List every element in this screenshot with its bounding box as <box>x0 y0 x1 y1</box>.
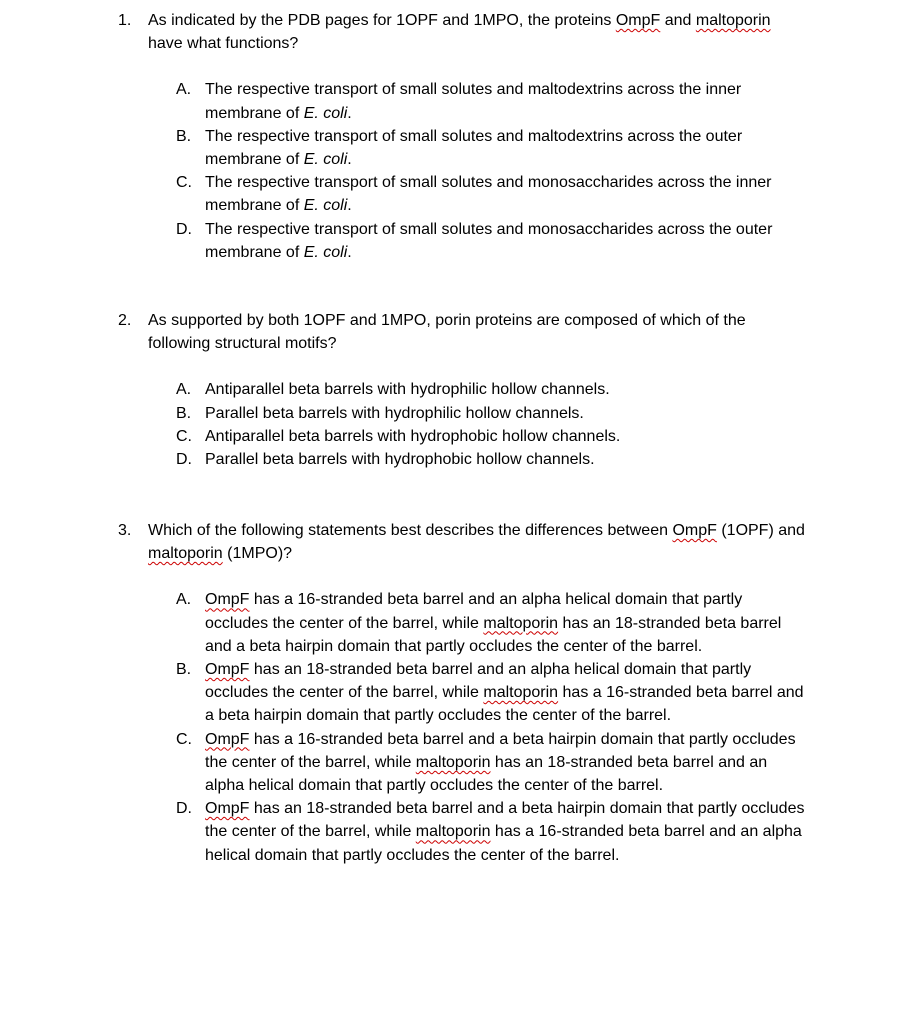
spellcheck-term: maltoporin <box>148 545 223 563</box>
spellcheck-term: OmpF <box>672 522 717 539</box>
option-letter: B. <box>176 404 192 422</box>
question-stem: Which of the following statements best describes the differences between OmpF (1OPF) and maltoporin (1MPO)? <box>148 522 805 563</box>
option-b: B. The respective transport of small solutes and maltodextrins across the outer membrane of E. coli. <box>118 125 805 171</box>
option-letter: D. <box>176 220 192 238</box>
answer-options <box>118 78 808 264</box>
option-b: B. OmpF has an 18-stranded beta barrel and an alpha helical domain that partly occludes the center of the barrel, while maltoporin has a 16-stranded beta barrel and a beta hairpin domain that partly occludes the center of the barrel. <box>118 658 805 728</box>
option-a: A. Antiparallel beta barrels with hydrophilic hollow channels. <box>118 378 805 401</box>
option-b: B. Parallel beta barrels with hydrophilic hollow channels. <box>118 402 805 425</box>
question-stem: As supported by both 1OPF and 1MPO, porin proteins are composed of which of the following structural motifs? <box>148 312 746 353</box>
question-number: 1. <box>118 12 132 29</box>
spellcheck-term: OmpF <box>205 661 250 679</box>
question-2 <box>118 309 808 471</box>
spellcheck-term: maltoporin <box>483 614 559 632</box>
option-letter: C. <box>176 427 192 445</box>
option-c: C. OmpF has a 16-stranded beta barrel and a beta hairpin domain that partly occludes the center of the barrel, while maltoporin has an 18-stranded beta barrel and an alpha helical domain that partly occludes the center of the barrel. <box>118 728 805 798</box>
option-letter: A. <box>176 381 192 399</box>
option-letter: C. <box>176 730 192 748</box>
spellcheck-term: maltoporin <box>415 753 491 771</box>
option-letter: D. <box>176 800 192 818</box>
spellcheck-term: OmpF <box>205 591 250 609</box>
spellcheck-term: OmpF <box>205 730 250 748</box>
option-letter: A. <box>176 591 192 609</box>
option-letter: B. <box>176 127 192 145</box>
question-stem: As indicated by the PDB pages for 1OPF and 1MPO, the proteins OmpF and maltoporin have what functions? <box>148 12 771 53</box>
spellcheck-term: maltoporin <box>695 12 771 29</box>
question-number: 3. <box>118 522 132 539</box>
option-a: A. OmpF has a 16-stranded beta barrel and an alpha helical domain that partly occludes the center of the barrel, while maltoporin has an 18-stranded beta barrel and a beta hairpin domain that partly occludes the center of the barrel. <box>118 588 805 658</box>
question-3 <box>118 519 808 867</box>
option-a: A. The respective transport of small solutes and maltodextrins across the inner membrane of E. coli. <box>118 78 805 124</box>
option-d: D. OmpF has an 18-stranded beta barrel and a beta hairpin domain that partly occludes the center of the barrel, while maltoporin has a 16-stranded beta barrel and an alpha helical domain that partly occludes the center of the barrel. <box>118 797 805 867</box>
spellcheck-term: OmpF <box>205 800 250 818</box>
option-letter: B. <box>176 661 192 679</box>
option-d: D. Parallel beta barrels with hydrophobic hollow channels. <box>118 448 805 471</box>
option-c: C. The respective transport of small solutes and monosaccharides across the inner membrane of E. coli. <box>118 171 805 217</box>
spellcheck-term: maltoporin <box>483 684 559 702</box>
question-number: 2. <box>118 312 132 329</box>
option-letter: D. <box>176 451 192 469</box>
question-1 <box>118 9 808 264</box>
option-letter: A. <box>176 81 192 99</box>
spellcheck-term: maltoporin <box>415 823 491 841</box>
answer-options <box>118 378 808 471</box>
answer-options <box>118 588 808 866</box>
option-d: D. The respective transport of small solutes and monosaccharides across the outer membrane of E. coli. <box>118 218 805 264</box>
option-c: C. Antiparallel beta barrels with hydrophobic hollow channels. <box>118 425 805 448</box>
option-letter: C. <box>176 174 192 192</box>
spellcheck-term: OmpF <box>615 12 661 29</box>
